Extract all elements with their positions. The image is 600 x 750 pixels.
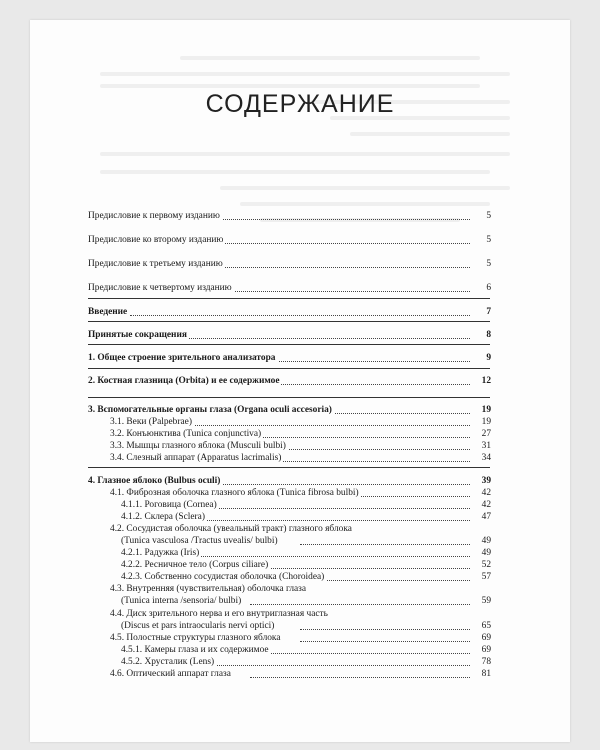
leader-dots xyxy=(160,425,488,426)
toc-entry[interactable] xyxy=(0,668,600,681)
toc-entry-page: 31 xyxy=(470,440,491,452)
leader-dots xyxy=(250,677,488,678)
toc-entry-label: Предисловие к третьему изданию xyxy=(88,259,223,269)
toc-entry-label: 3.3. Мышцы глазного яблока (Musculi bulbi) xyxy=(110,441,286,451)
toc-entry-label: Предисловие к четвертому изданию xyxy=(88,283,232,293)
toc-entry-label: 4.2. Сосудистая оболочка (увеальный тракт) глазного яблока xyxy=(110,524,352,534)
toc-entry-page: 49 xyxy=(470,547,491,559)
leader-dots xyxy=(200,508,488,509)
toc-entry-label: 3.4. Слезный аппарат (Apparatus lacrimalis) xyxy=(110,453,282,463)
toc-entry[interactable] xyxy=(0,282,600,295)
section-divider xyxy=(88,344,490,345)
toc-entry-page: 6 xyxy=(470,282,491,294)
section-divider xyxy=(88,368,490,369)
toc-entry-page: 65 xyxy=(470,620,491,632)
toc-entry-page: 42 xyxy=(470,499,491,511)
toc-entry-label: 4.4. Диск зрительного нерва и его внутриглазная часть xyxy=(110,609,328,619)
toc-entry-label-cont: (Discus et pars intraocularis nervi optici) xyxy=(121,621,275,631)
leader-dots xyxy=(200,520,488,521)
toc-entry-page: 34 xyxy=(470,452,491,464)
toc-entry-label: Предисловие к первому изданию xyxy=(88,211,220,221)
leader-dots xyxy=(250,653,488,654)
toc-entry-label: 4.3. Внутренняя (чувствительная) оболочка глаза xyxy=(110,584,307,594)
toc-entry-page: 5 xyxy=(470,234,491,246)
toc-entry-label-cont: (Tunica interna /sensoria/ bulbi) xyxy=(121,596,242,606)
toc-entry-page: 69 xyxy=(470,644,491,656)
leader-dots xyxy=(300,629,488,630)
leader-dots xyxy=(200,484,488,485)
toc-entry-page: 52 xyxy=(470,559,491,571)
toc-entry-label: 1. Общее строение зрительного анализатора xyxy=(88,353,276,363)
toc-entry-page: 5 xyxy=(470,210,491,222)
toc-entry-label: 3. Вспомогательные органы глаза (Organa oculi accesoria) xyxy=(88,405,332,415)
toc-entry-page: 27 xyxy=(470,428,491,440)
toc-entry-label: 4.1.2. Склера (Sclera) xyxy=(121,512,205,522)
leader-dots xyxy=(200,665,488,666)
toc-entry-label: 4.1. Фиброзная оболочка глазного яблока (Tunica fibrosa bulbi) xyxy=(110,488,359,498)
toc-entry[interactable] xyxy=(0,352,600,365)
toc-entry[interactable] xyxy=(0,258,600,271)
toc-entry-label: Предисловие ко второму изданию xyxy=(88,235,224,245)
toc-entry[interactable] xyxy=(0,234,600,247)
leader-dots xyxy=(130,315,488,316)
toc-entry-page: 57 xyxy=(470,571,491,583)
toc-entry-page: 42 xyxy=(470,487,491,499)
toc-entry-page: 7 xyxy=(470,306,491,318)
toc-entry[interactable] xyxy=(0,375,600,388)
toc-entry-label: 4.1.1. Роговица (Cornea) xyxy=(121,500,217,510)
toc-entry-label: 4. Глазное яблоко (Bulbus oculi) xyxy=(88,476,221,486)
toc-entry-label: 2. Костная глазница (Orbita) и ее содержимое xyxy=(88,376,280,386)
toc-entry-page: 19 xyxy=(470,416,491,428)
page-title: СОДЕРЖАНИЕ xyxy=(205,90,395,118)
toc-entry-page: 49 xyxy=(470,535,491,547)
toc-entry-page: 69 xyxy=(470,632,491,644)
toc-entry-label: 4.2.1. Радужка (Iris) xyxy=(121,548,200,558)
toc-entry-label: 4.2.2. Ресничное тело (Corpus ciliare) xyxy=(121,560,269,570)
toc-entry-label: 4.5. Полостные структуры глазного яблока xyxy=(110,633,281,643)
leader-dots xyxy=(200,556,488,557)
toc-entry-page: 8 xyxy=(470,329,491,341)
toc-entry-page: 12 xyxy=(470,375,491,387)
toc-entry-page: 39 xyxy=(470,475,491,487)
toc-entry-page: 47 xyxy=(470,511,491,523)
toc-entry[interactable] xyxy=(0,329,600,342)
toc-entry-page: 5 xyxy=(470,258,491,270)
toc-entry[interactable] xyxy=(0,595,600,608)
toc-entry-page: 59 xyxy=(470,595,491,607)
toc-entry-label: 3.2. Конъюнктива (Tunica conjunctiva) xyxy=(110,429,262,439)
toc-entry-page: 78 xyxy=(470,656,491,668)
section-divider xyxy=(88,321,490,322)
toc-entry-page: 81 xyxy=(470,668,491,680)
leader-dots xyxy=(300,641,488,642)
leader-dots xyxy=(300,580,488,581)
toc-entry[interactable] xyxy=(0,306,600,319)
toc-entry-label-cont: (Tunica vasculosa /Tractus uvealis/ bulbi) xyxy=(121,536,278,546)
toc-entry-label: 4.2.3. Собственно сосудистая оболочка (Choroidea) xyxy=(121,572,325,582)
leader-dots xyxy=(250,604,488,605)
toc-entry-label: 4.5.2. Хрусталик (Lens) xyxy=(121,657,215,667)
toc-entry-label: Принятые сокращения xyxy=(88,330,187,340)
section-divider xyxy=(88,397,490,398)
leader-dots xyxy=(150,338,488,339)
toc-entry[interactable] xyxy=(0,452,600,465)
section-divider xyxy=(88,467,490,468)
toc-entry-page: 19 xyxy=(470,404,491,416)
toc-entry[interactable] xyxy=(0,210,600,223)
toc-entry-page: 9 xyxy=(470,352,491,364)
toc-entry-label: Введение xyxy=(88,307,128,317)
leader-dots xyxy=(300,544,488,545)
toc-entry-label: 3.1. Веки (Palpebrae) xyxy=(110,417,192,427)
toc-entry-label: 4.6. Оптический аппарат глаза xyxy=(110,669,231,679)
section-divider xyxy=(88,298,490,299)
toc-entry-label: 4.5.1. Камеры глаза и их содержимое xyxy=(121,645,269,655)
